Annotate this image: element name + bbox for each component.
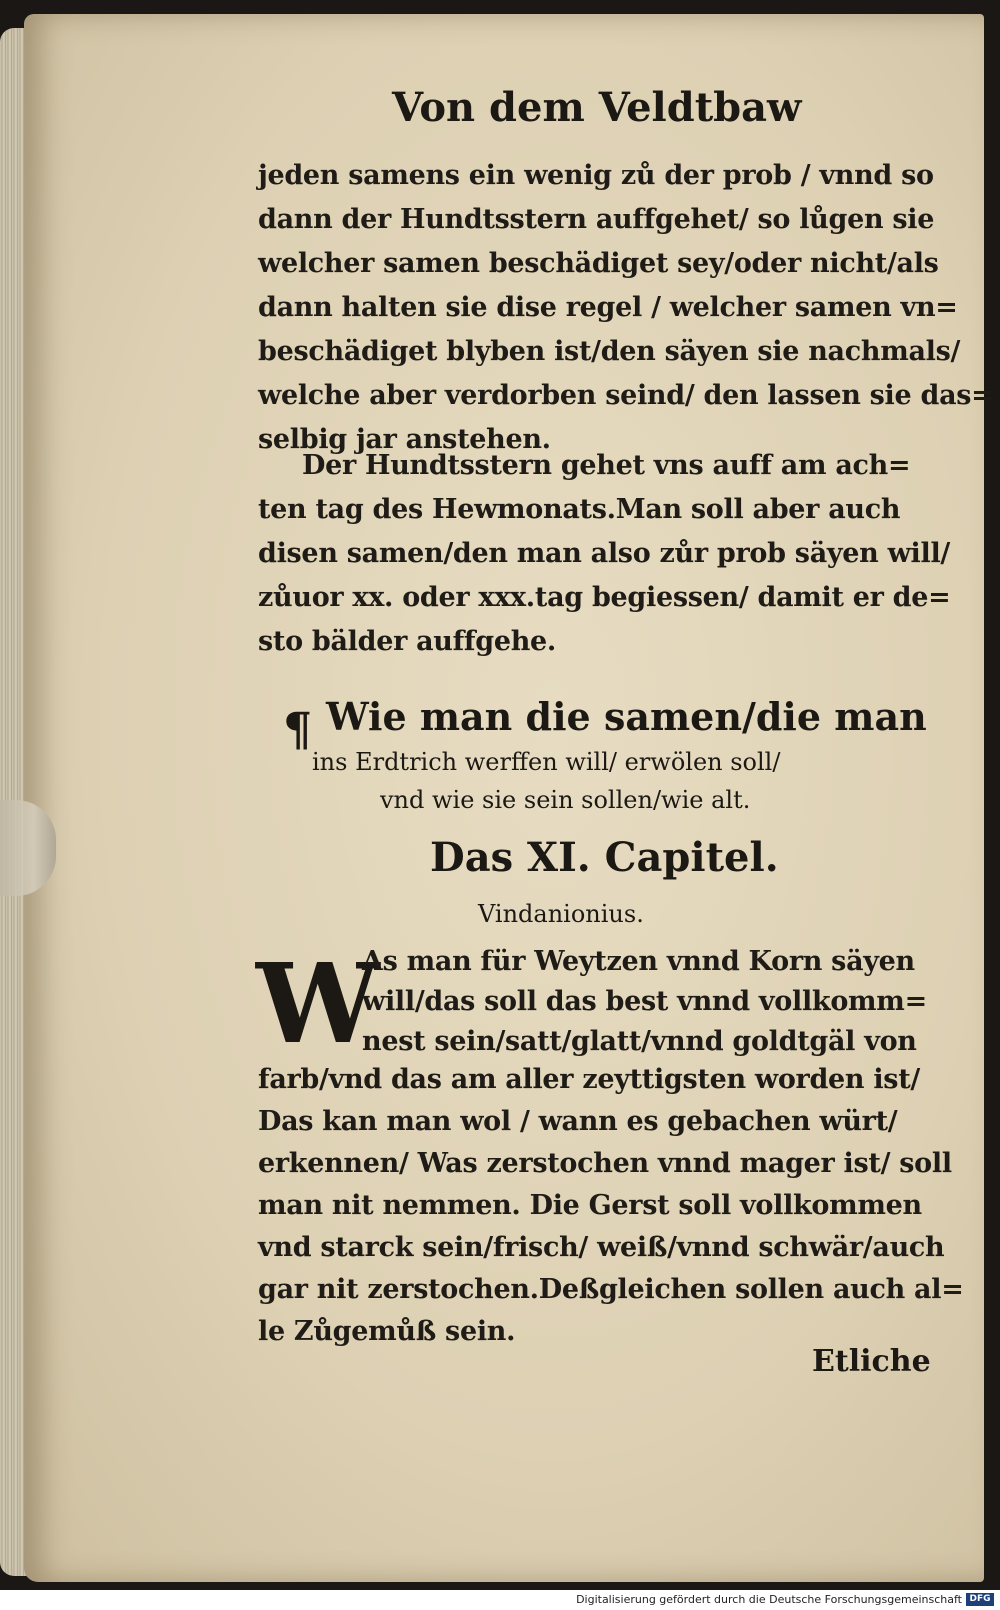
text-line: le Zůgemůß sein.	[258, 1316, 516, 1347]
text-line: will/das soll das best vnnd vollkomm=	[362, 986, 927, 1017]
text-line: ten tag des Hewmonats.Man soll aber auch	[258, 494, 901, 525]
text-line: nest sein/satt/glatt/vnnd goldtgäl von	[362, 1026, 917, 1057]
text-line: man nit nemmen. Die Gerst soll vollkommen	[258, 1190, 922, 1221]
catchword: Etliche	[812, 1344, 931, 1379]
dfg-logo-icon: DFG	[966, 1593, 994, 1606]
text-line: gar nit zerstochen.Deßgleichen sollen auch al=	[258, 1274, 964, 1305]
pilcrow-mark: ¶	[283, 702, 313, 756]
text-line: erkennen/ Was zerstochen vnnd mager ist/ soll	[258, 1148, 952, 1179]
text-line: sto bälder auffgehe.	[258, 626, 557, 657]
author-name: Vindanionius.	[478, 900, 644, 928]
text-line: welche aber verdorben seind/ den lassen sie das=	[258, 380, 994, 411]
text-line: jeden samens ein wenig zů der prob / vnnd so	[258, 160, 934, 191]
decorated-initial: W	[256, 939, 380, 1068]
text-line: farb/vnd das am aller zeyttigsten worden ist/	[258, 1064, 920, 1095]
text-line: welcher samen beschädiget sey/oder nicht/als	[258, 248, 939, 279]
chapter-number: Das XI. Capitel.	[430, 834, 779, 881]
running-head: Von dem Veldtbaw	[392, 84, 802, 131]
text-line: dann der Hundtsstern auffgehet/ so lůgen sie	[258, 204, 935, 235]
text-line: Das kan man wol / wann es gebachen würt/	[258, 1106, 898, 1137]
text-line: Der Hundtsstern gehet vns auff am ach=	[302, 450, 911, 481]
chapter-heading-line-1: Wie man die samen/die man	[326, 694, 927, 739]
text-line: As man für Weytzen vnnd Korn säyen	[362, 946, 915, 977]
text-line: dann halten sie dise regel / welcher samen vn=	[258, 292, 958, 323]
footer-bar	[0, 1590, 1000, 1610]
text-line: zůuor xx. oder xxx.tag begiessen/ damit er de=	[258, 582, 951, 613]
chapter-heading-line-3: vnd wie sie sein sollen/wie alt.	[380, 786, 751, 814]
text-line: beschädiget blyben ist/den säyen sie nachmals/	[258, 336, 961, 367]
chapter-heading-line-2: ins Erdtrich werffen will/ erwölen soll/	[312, 748, 781, 776]
text-line: disen samen/den man also zůr prob säyen will/	[258, 538, 950, 569]
digitization-credit: Digitalisierung gefördert durch die Deutsche Forschungsgemeinschaft	[576, 1593, 962, 1606]
text-line: selbig jar anstehen.	[258, 424, 551, 455]
text-line: vnd starck sein/frisch/ weiß/vnnd schwär/auch	[258, 1232, 945, 1263]
